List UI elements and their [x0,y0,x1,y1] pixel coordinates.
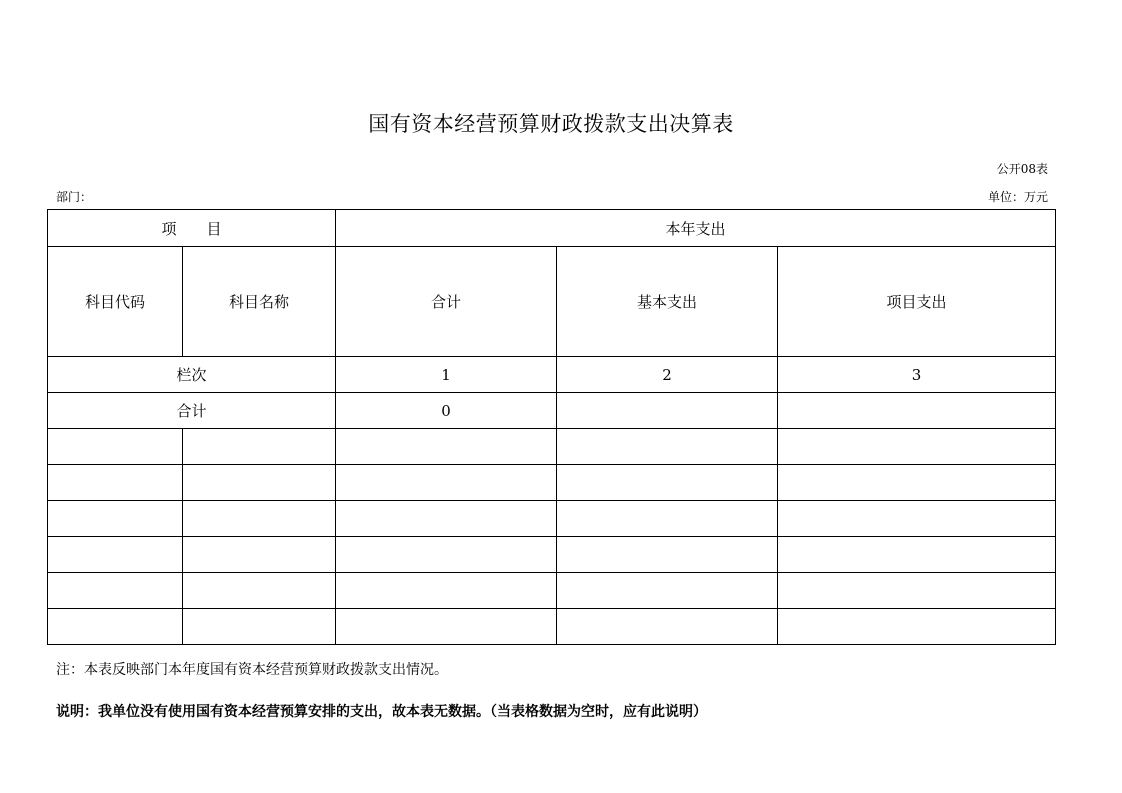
row-name [183,429,336,465]
row-basic [557,537,778,573]
row-code [48,537,183,573]
department-label: 部门： [56,190,93,204]
row-basic [557,429,778,465]
header-row [48,210,1056,247]
row-total [336,609,557,645]
row-basic [557,573,778,609]
col-total-header: 合计 [336,247,557,357]
row-project [778,429,1056,465]
column-number-2: 2 [557,357,778,393]
row-name [183,573,336,609]
row-code [48,501,183,537]
col-code-header: 科目代码 [48,247,183,357]
row-total [336,501,557,537]
page-title: 国有资本经营预算财政拨款支出决算表 [368,112,734,136]
row-total [336,537,557,573]
row-project [778,573,1056,609]
row-basic [557,609,778,645]
row-total [336,429,557,465]
col-name-header: 科目名称 [183,247,336,357]
row-name [183,609,336,645]
table-row [48,537,1056,573]
column-number-label: 栏次 [48,357,336,393]
row-project [778,465,1056,501]
row-code [48,573,183,609]
column-number-1: 1 [336,357,557,393]
row-total [336,465,557,501]
table-note: 注：本表反映部门本年度国有资本经营预算财政拨款支出情况。 [56,662,448,678]
total-project-value [778,393,1056,429]
row-total [336,573,557,609]
column-number-3: 3 [778,357,1056,393]
row-project [778,609,1056,645]
table-row [48,501,1056,537]
row-name [183,537,336,573]
row-name [183,465,336,501]
total-label: 合计 [48,393,336,429]
explanation-text: 说明：我单位没有使用国有资本经营预算安排的支出，故本表无数据。（当表格数据为空时，应有此说明） [56,704,707,720]
table-row [48,609,1056,645]
budget-table-body [48,210,1056,645]
subheader-row [48,247,1056,357]
header-item: 项 目 [48,210,336,247]
column-number-row [48,357,1056,393]
col-project-header: 项目支出 [778,247,1056,357]
row-basic [557,465,778,501]
table-row [48,465,1056,501]
header-year-expense: 本年支出 [336,210,1056,247]
table-row [48,573,1056,609]
row-code [48,609,183,645]
row-project [778,501,1056,537]
row-project [778,537,1056,573]
total-row [48,393,1056,429]
col-basic-header: 基本支出 [557,247,778,357]
row-basic [557,501,778,537]
total-value: 0 [336,393,557,429]
row-code [48,465,183,501]
row-name [183,501,336,537]
unit-label: 单位：万元 [987,190,1048,204]
table-row [48,429,1056,465]
budget-table [47,209,1056,645]
form-number: 公开08表 [996,162,1048,176]
row-code [48,429,183,465]
total-basic-value [557,393,778,429]
